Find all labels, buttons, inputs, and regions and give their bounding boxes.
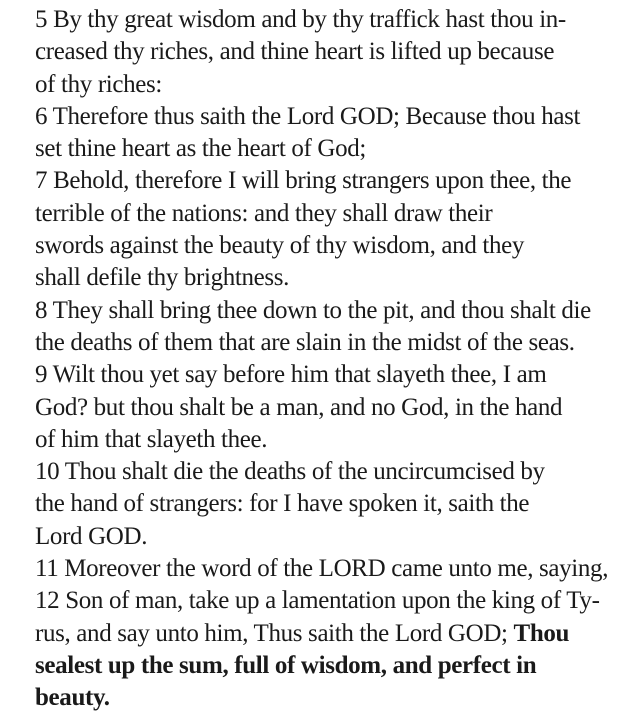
verse-line — [35, 327, 636, 359]
verse-line — [35, 650, 636, 682]
verse-text-segment: sealest up the sum, full of wisdom, and perfect in — [35, 651, 537, 679]
verse-number: 12 — [35, 587, 66, 615]
verse-line — [35, 585, 636, 617]
verse-text-segment: rus, and say unto him, Thus saith the Lord GOD; — [35, 619, 514, 647]
verse-text-segment: of thy riches: — [35, 70, 163, 98]
verse-line — [35, 101, 636, 133]
verse-text-segment: of him that slayeth thee. — [35, 425, 268, 453]
verse-line — [35, 230, 636, 262]
verse-text-segment: Thou shalt die the deaths of the uncircumcised by — [64, 458, 545, 486]
verse-text-segment: Thou — [513, 619, 570, 647]
verse-text-segment: Behold, therefore I will bring strangers upon thee, the — [53, 167, 572, 195]
verse-line — [35, 488, 636, 520]
verse-text-segment: beauty. — [35, 684, 110, 712]
verse-text-segment: creased thy riches, and thine heart is lifted up because — [35, 38, 555, 66]
verse-line — [35, 359, 636, 391]
verse-10 — [35, 456, 636, 553]
verse-12 — [35, 585, 636, 714]
verse-text-segment: By thy great wisdom and by thy traffick hast thou in- — [53, 6, 566, 33]
verse-line — [35, 424, 636, 456]
verse-text-segment: God? but thou shalt be a man, and no God, in the hand — [35, 393, 563, 421]
verse-8 — [35, 295, 636, 360]
verse-text-segment: Lord GOD. — [35, 522, 148, 550]
verse-line — [35, 4, 636, 36]
verse-number: 8 — [35, 296, 53, 324]
verse-6 — [35, 101, 636, 166]
verse-line — [35, 165, 636, 197]
verse-line — [35, 36, 636, 68]
verse-number: 7 — [35, 167, 54, 195]
verse-text-segment: They shall bring thee down to the pit, and thou shalt die — [52, 296, 591, 324]
verse-line — [35, 295, 636, 327]
verse-line — [35, 392, 636, 424]
verse-number: 9 — [35, 361, 53, 389]
verse-text-segment: the hand of strangers: for I have spoken it, saith the — [35, 490, 530, 518]
verse-7 — [35, 165, 636, 294]
verse-9 — [35, 359, 636, 456]
verse-line — [35, 198, 636, 230]
verse-line — [35, 682, 636, 714]
verse-text-segment: Moreover the word of the LORD came unto me, saying, — [64, 555, 609, 583]
verse-number: 6 — [35, 102, 53, 130]
scripture-text — [35, 4, 636, 715]
verse-line — [35, 133, 636, 165]
verse-text-segment: Son of man, take up a lamentation upon the king of Ty- — [65, 587, 600, 615]
verse-line — [35, 69, 636, 101]
verse-text-segment: terrible of the nations: and they shall draw their — [35, 199, 493, 227]
verse-11 — [35, 553, 636, 585]
verse-line — [35, 618, 636, 650]
verse-line — [35, 456, 636, 488]
verse-number: 11 — [35, 555, 65, 583]
verse-text-segment: Wilt thou yet say before him that slayeth thee, I am — [52, 361, 547, 389]
verse-text-segment: shall defile thy brightness. — [35, 264, 290, 292]
verse-number: 10 — [35, 458, 65, 486]
verse-text-segment: swords against the beauty of thy wisdom, and they — [35, 232, 525, 260]
verse-text-segment: Therefore thus saith the Lord GOD; Because thou hast — [52, 102, 581, 130]
verse-number: 5 — [35, 6, 54, 33]
verse-text-segment: set thine heart as the heart of God; — [35, 135, 367, 163]
verse-line — [35, 521, 636, 553]
verse-line — [35, 262, 636, 294]
verse-line — [35, 553, 636, 585]
verse-text-segment: the deaths of them that are slain in the midst of the seas. — [35, 328, 575, 356]
verse-5 — [35, 4, 636, 101]
